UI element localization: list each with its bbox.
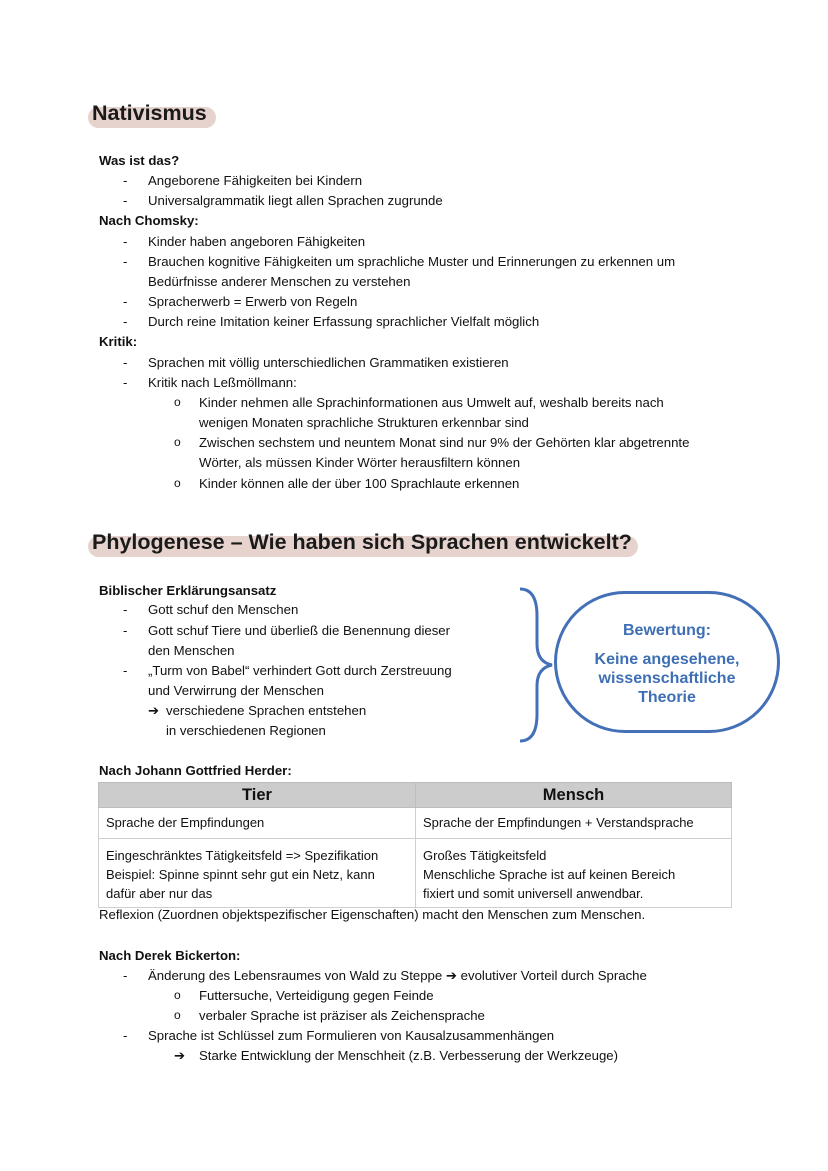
table-header-mensch: Mensch <box>416 783 732 808</box>
list-item: - Universalgrammatik liegt allen Sprachen zugrunde <box>148 191 443 211</box>
list-item: - Angeborene Fähigkeiten bei Kindern <box>148 171 362 191</box>
right-arrow-icon: ➔ <box>148 703 160 718</box>
table-cell: Eingeschränktes Tätigkeitsfeld => Spezifikation Beispiel: Spinne spinnt sehr gut ein Netz, kann dafür aber nur das <box>99 839 416 908</box>
list-item: - Sprachen mit völlig unterschiedlichen Grammatiken existieren <box>148 353 509 373</box>
sub-list-item: o Kinder nehmen alle Sprachinformationen aus Umwelt auf, weshalb bereits nach <box>199 393 664 413</box>
table-cell: Sprache der Empfindungen + Verstandsprache <box>416 808 732 839</box>
sub-list-item: o Futtersuche, Verteidigung gegen Feinde <box>199 986 434 1006</box>
table-row <box>99 839 732 908</box>
list-item: - Durch reine Imitation keiner Erfassung sprachlicher Vielfalt möglich <box>148 312 539 332</box>
sub-list-item: o Zwischen sechstem und neuntem Monat sind nur 9% der Gehörten klar abgetrennte <box>199 433 689 453</box>
sub-list-item: o verbaler Sprache ist präziser als Zeichensprache <box>199 1006 485 1026</box>
subheading-chomsky: Nach Chomsky: <box>99 213 199 228</box>
list-item-continuation: den Menschen <box>148 643 235 658</box>
subheading-herder: Nach Johann Gottfried Herder: <box>99 763 292 778</box>
list-item: - Sprache ist Schlüssel zum Formulieren von Kausalzusammenhängen <box>148 1026 554 1046</box>
table-row <box>99 808 732 839</box>
sub-list-item-continuation: Wörter, als müssen Kinder Wörter herausfiltern können <box>199 455 521 470</box>
right-arrow-icon: ➔ <box>445 968 457 983</box>
table-cell: Großes Tätigkeitsfeld Menschliche Sprache ist auf keinen Bereich fixiert und somit universell anwendbar. <box>416 839 732 908</box>
arrow-item-continuation: in verschiedenen Regionen <box>166 723 326 738</box>
reflexion-text: Reflexion (Zuordnen objektspezifischer Eigenschaften) macht den Menschen zum Menschen. <box>99 907 646 922</box>
list-item: - „Turm von Babel“ verhindert Gott durch Zerstreuung <box>148 661 452 681</box>
bewertung-title: Bewertung: <box>623 622 711 639</box>
bewertung-text: Keine angesehene, wissenschaftliche Theorie <box>594 651 740 706</box>
subheading-kritik: Kritik: <box>99 334 138 349</box>
sub-list-item-continuation: wenigen Monaten sprachliche Strukturen erkennbar sind <box>199 415 529 430</box>
subheading-biblisch: Biblischer Erklärungsansatz <box>99 583 277 598</box>
list-item: - Kinder haben angeboren Fähigkeiten <box>148 232 365 252</box>
arrow-item: ➔ verschiedene Sprachen entstehen <box>166 701 366 721</box>
list-item-continuation: und Verwirrung der Menschen <box>148 683 324 698</box>
list-item: - Gott schuf den Menschen <box>148 600 298 620</box>
list-item-continuation: Bedürfnisse anderer Menschen zu verstehen <box>148 274 411 289</box>
heading-nativismus: Nativismus <box>92 101 207 126</box>
list-item: - Kritik nach Leßmöllmann: <box>148 373 297 393</box>
bewertung-bubble <box>554 591 780 733</box>
heading-phylogenese: Phylogenese – Wie haben sich Sprachen entwickelt? <box>92 530 632 555</box>
table-cell: Sprache der Empfindungen <box>99 808 416 839</box>
curly-brace-icon <box>515 586 555 744</box>
right-arrow-icon: ➔ <box>174 1048 186 1063</box>
list-item: - Spracherwerb = Erwerb von Regeln <box>148 292 357 312</box>
table-header-row <box>99 783 732 808</box>
list-item: - Brauchen kognitive Fähigkeiten um sprachliche Muster und Erinnerungen zu erkennen um <box>148 252 675 272</box>
table-header-tier: Tier <box>99 783 416 808</box>
list-item: - Änderung des Lebensraumes von Wald zu Steppe ➔ evolutiver Vorteil durch Sprache <box>148 966 647 986</box>
sub-list-item: o Kinder können alle der über 100 Sprachlaute erkennen <box>199 474 519 494</box>
subheading-bickerton: Nach Derek Bickerton: <box>99 948 241 963</box>
arrow-item: ➔ Starke Entwicklung der Menschheit (z.B. Verbesserung der Werkzeuge) <box>199 1046 618 1066</box>
subheading-was-ist-das: Was ist das? <box>99 153 180 168</box>
list-item: - Gott schuf Tiere und überließ die Benennung dieser <box>148 621 450 641</box>
herder-table <box>98 782 732 908</box>
